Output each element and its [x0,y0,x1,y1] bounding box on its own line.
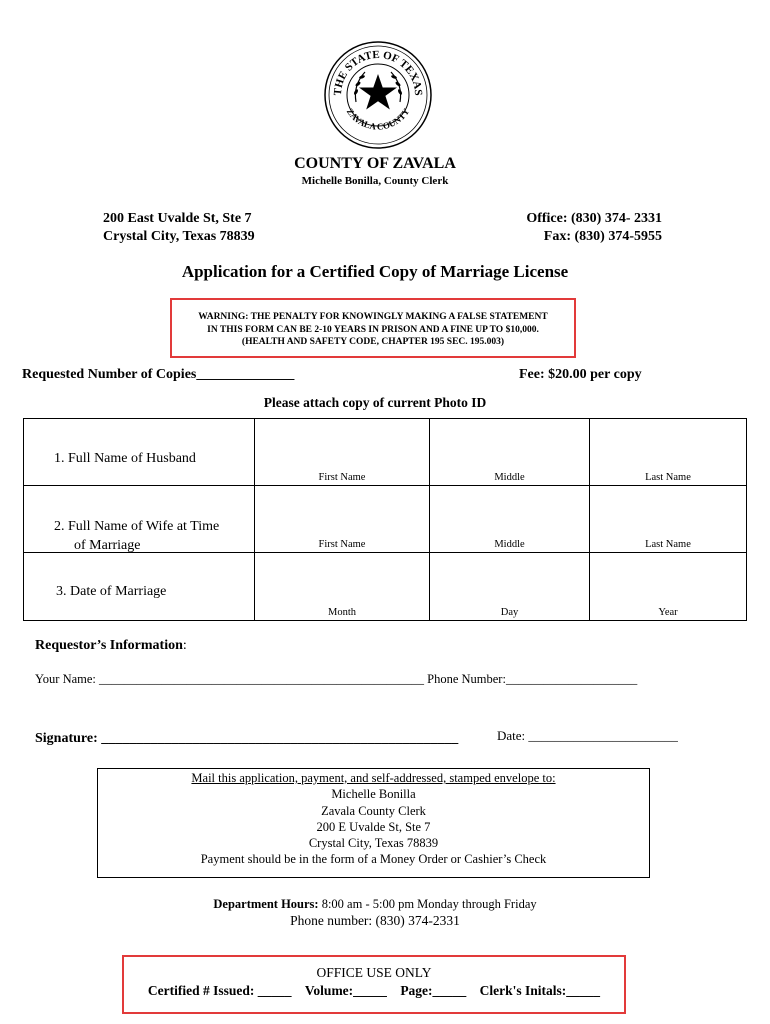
sub-label: Last Name [645,472,691,483]
date-field[interactable]: Date: _______________________ [497,728,678,743]
star-icon [359,74,397,110]
svg-text:ZAVALA COUNTY [345,106,412,132]
requestor-heading [35,638,187,654]
mail-street: 200 E Uvalde St, Ste 7 [316,819,431,834]
hours-label: Department Hours: [213,897,319,911]
sub-label: First Name [318,539,366,550]
sub-label: Middle [494,539,525,550]
requestor-heading-colon: : [182,638,187,653]
sub-label: Middle [494,472,525,483]
row-label-line2: of Marriage [74,538,141,553]
mail-payment: Payment should be in the form of a Money Order or Cashier’s Check [200,852,547,867]
office-phone: Office: (830) 374- 2331 [526,211,662,226]
warning-line1: WARNING: THE PENALTY FOR KNOWINGLY MAKING A FALSE STATEMENT [198,312,548,322]
row-label-text: 3. Date of Marriage [56,584,167,599]
husband-middle-name-cell[interactable] [430,419,590,486]
your-name-phone-field[interactable]: Your Name: ____________________________________________________ Phone Number:_____________________ [35,672,638,686]
signature-field[interactable]: Signature: ___________________________________________________ [35,731,459,746]
table-row [24,419,747,486]
wife-middle-name-cell[interactable] [430,486,590,553]
requestor-heading-text: Requestor’s Information [35,638,183,653]
address-line1: 200 East Uvalde St, Ste 7 [103,211,252,226]
mailing-instructions-box [97,768,650,878]
row-label-date [24,553,255,621]
hours-value: 8:00 am - 5:00 pm Monday through Friday [318,897,537,911]
wife-last-name-cell[interactable] [590,486,747,553]
application-table [23,418,747,621]
sub-label: Last Name [645,539,691,550]
office-use-box [122,955,626,1014]
husband-first-name-cell[interactable] [255,419,430,486]
copies-field[interactable]: Requested Number of Copies______________ [22,367,295,382]
wife-first-name-cell[interactable] [255,486,430,553]
photo-id-note: Please attach copy of current Photo ID [263,395,487,410]
mail-name: Michelle Bonilla [331,787,416,802]
mail-city: Crystal City, Texas 78839 [308,836,439,851]
table-row [24,486,747,553]
warning-line2: IN THIS FORM CAN BE 2-10 YEARS IN PRISON AND A FINE UP TO $10,000. [207,324,539,335]
sub-label: Day [500,607,519,618]
row-label-husband [24,419,255,486]
clerk-name: Michelle Bonilla, County Clerk [301,175,449,187]
fee-label: Fee: $20.00 per copy [519,367,642,382]
office-use-fields [124,983,624,999]
row-label-wife [24,486,255,553]
sub-label: First Name [318,472,366,483]
certified-issued-field: Certified # Issued: _____ [147,983,292,998]
row-label-line1: 2. Full Name of Wife at Time [54,519,220,534]
page-title: Application for a Certified Copy of Marriage License [181,262,569,281]
warning-line3: (HEALTH AND SAFETY CODE, CHAPTER 195 SEC. 195.003) [241,337,505,347]
address-line2: Crystal City, Texas 78839 [103,229,255,244]
sub-label: Year [658,607,678,618]
page-field: Page:_____ [400,983,467,998]
row-label-text [54,517,219,555]
table-row [24,553,747,621]
husband-last-name-cell[interactable] [590,419,747,486]
row-label-text: 1. Full Name of Husband [54,451,196,466]
seal-inner-text: ZAVALA COUNTY [344,106,412,132]
sub-label: Month [327,607,356,618]
clerk-contact [526,210,662,246]
county-name: COUNTY OF ZAVALA [294,155,456,172]
texas-county-seal [323,40,433,150]
mail-heading: Mail this application, payment, and self-addressed, stamped envelope to: [191,771,556,785]
mail-office: Zavala County Clerk [321,803,426,818]
marriage-day-cell[interactable] [430,553,590,621]
volume-field: Volume:_____ [304,983,387,998]
seal-outer-text: THE STATE OF TEXAS [331,48,425,96]
marriage-month-cell[interactable] [255,553,430,621]
office-use-heading: OFFICE USE ONLY [316,965,432,980]
clerk-address [103,210,255,246]
department-hours [0,897,750,912]
department-phone: Phone number: (830) 374-2331 [290,913,460,928]
fax-number: Fax: (830) 374-5955 [543,229,662,244]
warning-box [170,298,576,358]
marriage-year-cell[interactable] [590,553,747,621]
clerk-initials-field: Clerk's Initals:_____ [479,983,601,998]
